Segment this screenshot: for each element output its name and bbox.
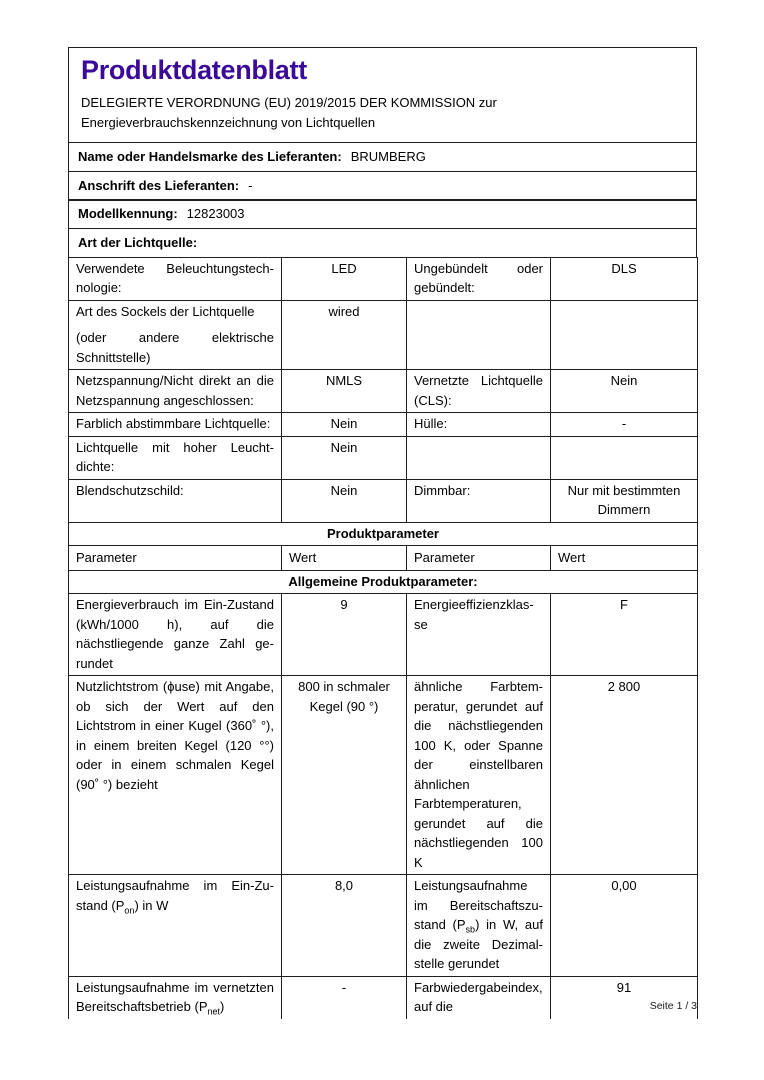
param-cell: Art des Sockels der Lichtquelle (oder andere elektrische Schnittstelle) xyxy=(69,300,282,370)
param-cell xyxy=(407,436,551,479)
table-row xyxy=(69,522,698,546)
value-cell: Nur mit bestimmten Dimmern xyxy=(551,479,698,522)
param-cell xyxy=(407,300,551,370)
param-cell: Leistungsaufnahme im Ein-Zustand $(P_{on})$ in W xyxy=(69,875,282,977)
value-cell: - xyxy=(282,976,407,1019)
value-cell: 8,0 xyxy=(282,875,407,977)
value-cell: Nein xyxy=(282,479,407,522)
info-label: Art der Lichtquelle: xyxy=(78,234,198,250)
param-cell: Nutzlichtstrom (ϕuse) mit Angabe, ob sich der Wert auf den Lichtstrom in einer Kugel (360˚ °), in einem breiten Kegel (120 °°) oder in einem schmalen Kegel (90˚ °) bezieht xyxy=(69,676,282,875)
supplier-info-rows xyxy=(68,142,697,258)
allgemeine-produktparameter-header: Allgemeine Produktparameter: xyxy=(69,570,698,594)
param-cell: Netzspannung/Nicht direkt an die Netzspannung angeschlossen: xyxy=(69,370,282,413)
table-row xyxy=(69,570,698,594)
value-cell: 2 800 xyxy=(551,676,698,875)
table-headers-section xyxy=(69,522,698,594)
value-cell: F xyxy=(551,594,698,676)
param-cell: Energieverbrauch im Ein-Zustand (kWh/1000 h), auf die nächstliegende ganze Zahl gerundet xyxy=(69,594,282,676)
table-row xyxy=(69,479,698,522)
table-row xyxy=(69,413,698,437)
value-cell xyxy=(551,300,698,370)
light-source-type-section xyxy=(69,257,698,522)
value-cell: LED xyxy=(282,257,407,300)
column-header: Wert xyxy=(551,546,698,571)
value-cell: NMLS xyxy=(282,370,407,413)
param-cell: Farblich abstimmbare Lichtquelle: xyxy=(69,413,282,437)
info-value: BRUMBERG xyxy=(350,148,426,164)
page-number: Seite 1 / 3 xyxy=(649,1000,697,1012)
table-row xyxy=(69,676,698,875)
table-row xyxy=(69,370,698,413)
param-cell: Blendschutzschild: xyxy=(69,479,282,522)
info-label: Modellkennung: xyxy=(78,206,178,222)
param-cell: Hülle: xyxy=(407,413,551,437)
param-cell: Leistungsaufnahme im Bereitschaftszustand $(P_{sb})$ in W, auf die zweite Dezimalstelle gerundet xyxy=(407,875,551,977)
column-header: Parameter xyxy=(69,546,282,571)
document-content xyxy=(68,47,697,1019)
product-parameters-table xyxy=(68,257,698,1019)
value-cell: DLS xyxy=(551,257,698,300)
value-cell: wired xyxy=(282,300,407,370)
value-cell: 0,00 xyxy=(551,875,698,977)
param-cell: Farbwiedergabeindex, auf die xyxy=(407,976,551,1019)
info-label: Name oder Handelsmarke des Lieferanten: xyxy=(78,148,342,164)
param-cell: Verwendete Beleuchtungstechnologie: xyxy=(69,257,282,300)
table-row xyxy=(69,300,698,370)
info-row xyxy=(68,228,697,258)
info-row xyxy=(68,199,697,229)
table-row xyxy=(69,875,698,977)
column-header-row xyxy=(69,546,698,571)
info-row xyxy=(68,171,697,201)
value-cell: 800 in schmaler Kegel (90 °) xyxy=(282,676,407,875)
table-row xyxy=(69,976,698,1019)
info-row xyxy=(68,142,697,172)
info-label: Anschrift des Lieferanten: xyxy=(78,177,240,193)
param-cell: ähnliche Farbtemperatur, gerundet auf die nächstliegenden 100 K, oder Spanne der einstellbaren ähnlichen Farbtemperaturen, gerundet auf die nächstliegenden 100 K xyxy=(407,676,551,875)
value-cell: Nein xyxy=(551,370,698,413)
column-header: Wert xyxy=(282,546,407,571)
value-cell: - xyxy=(551,413,698,437)
value-cell: Nein xyxy=(282,436,407,479)
table-row xyxy=(69,594,698,676)
regulation-subtitle xyxy=(81,93,684,133)
regulation-line-2: Energieverbrauchskennzeichnung von Lichtquellen xyxy=(81,115,376,131)
param-cell: Vernetzte Lichtquelle (CLS): xyxy=(407,370,551,413)
produktparameter-header: Produktparameter xyxy=(69,522,698,546)
info-value: - xyxy=(248,177,253,193)
value-cell: 9 xyxy=(282,594,407,676)
general-parameters-section xyxy=(69,594,698,1019)
value-cell: 91 xyxy=(551,976,698,1019)
page-title: Produktdatenblatt xyxy=(81,55,307,85)
info-value: 12823003 xyxy=(186,206,245,222)
value-cell: Nein xyxy=(282,413,407,437)
title-block xyxy=(68,47,697,143)
table-row xyxy=(69,257,698,300)
column-header: Parameter xyxy=(407,546,551,571)
param-cell: Leistungsaufnahme im vernetzten Bereitschaftsbetrieb $(P_{net})$ xyxy=(69,976,282,1019)
param-cell: Dimmbar: xyxy=(407,479,551,522)
param-cell: Lichtquelle mit hoher Leuchtdichte: xyxy=(69,436,282,479)
regulation-line-1: DELEGIERTE VERORDNUNG (EU) 2019/2015 DER KOMMISSION zur xyxy=(81,95,497,111)
param-cell: Energieeffizienzklasse xyxy=(407,594,551,676)
value-cell xyxy=(551,436,698,479)
table-row xyxy=(69,436,698,479)
param-cell: Ungebündelt oder gebündelt: xyxy=(407,257,551,300)
